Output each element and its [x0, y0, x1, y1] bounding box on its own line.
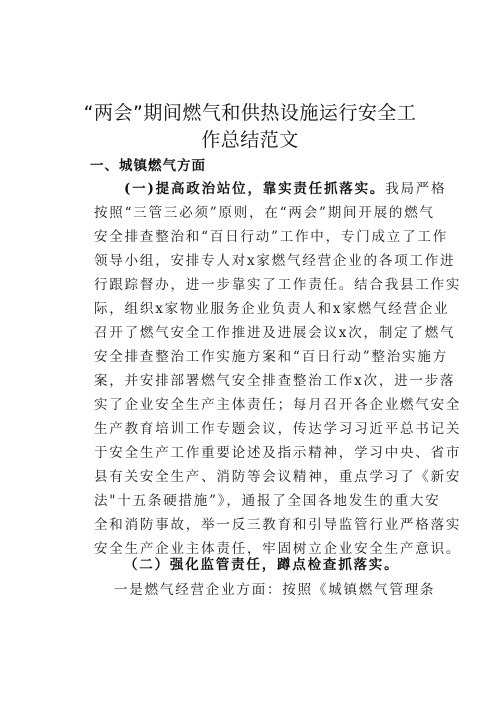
paragraph-line: 法"十五条硬措施”》，通报了全国各地发生的重大安 [94, 493, 441, 509]
paragraph-lead-text: 我局严格 [385, 181, 447, 197]
paragraph-line: 于安全生产工作重要论述及指示精神，学习中央、省市 [94, 445, 462, 461]
paragraph-line: 安全排查整治工作实施方案和“百日行动”整治实施方 [94, 349, 449, 365]
paragraph-line: 安全排查整治和“百日行动”工作中，专门成立了工作 [94, 229, 449, 245]
paragraph-line: 行跟踪督办，进一步靠实了工作责任。结合我县工作实 [94, 277, 462, 293]
subheading-supervision: （二）强化监管责任，蹲点检查抓落实。 [124, 557, 400, 573]
paragraph-line: 县有关安全生产、消防等会议精神，重点学习了《新安 [94, 469, 462, 485]
paragraph-gas-enterprises: 一是燃气经营企业方面：按照《城镇燃气管理条 [114, 582, 436, 598]
paragraph-line: 按照“三管三必须”原则，在“两会”期间开展的燃气 [94, 205, 435, 221]
paragraph-first-line [94, 177, 447, 201]
paragraph-line: 际，组织x家物业服务企业负责人和x家燃气经营企业 [94, 301, 450, 317]
paragraph-line: 全和消防事故，举一反三教育和引导监管行业严格落实 [94, 517, 462, 533]
paragraph-line: 召开了燃气安全工作推进及进展会议x次，制定了燃气 [94, 325, 456, 341]
paragraph-political-responsibility [94, 177, 462, 561]
paragraph-line: 领导小组，安排专人对x家燃气经营企业的各项工作进 [94, 253, 456, 269]
document-title-line-1: “两会”期间燃气和供热设施运行安全工 [83, 102, 417, 124]
paragraph-line: 生产教育培训工作专题会议，传达学习习近平总书记关 [94, 421, 462, 437]
paragraph-line: 安全生产企业主体责任，牢固树立企业安全生产意识。 [94, 541, 462, 557]
paragraph-line: 实了企业安全生产主体责任；每月召开各企业燃气安全 [94, 397, 462, 413]
document-title-line-2: 作总结范文 [201, 129, 299, 151]
paragraph-line: 案，并安排部署燃气安全排查整治工作x次，进一步落 [94, 373, 456, 389]
paragraph-lead-heading: (一)提高政治站位，靠实责任抓落实。 [124, 181, 386, 197]
section-heading-urban-gas: 一、城镇燃气方面 [90, 158, 206, 174]
